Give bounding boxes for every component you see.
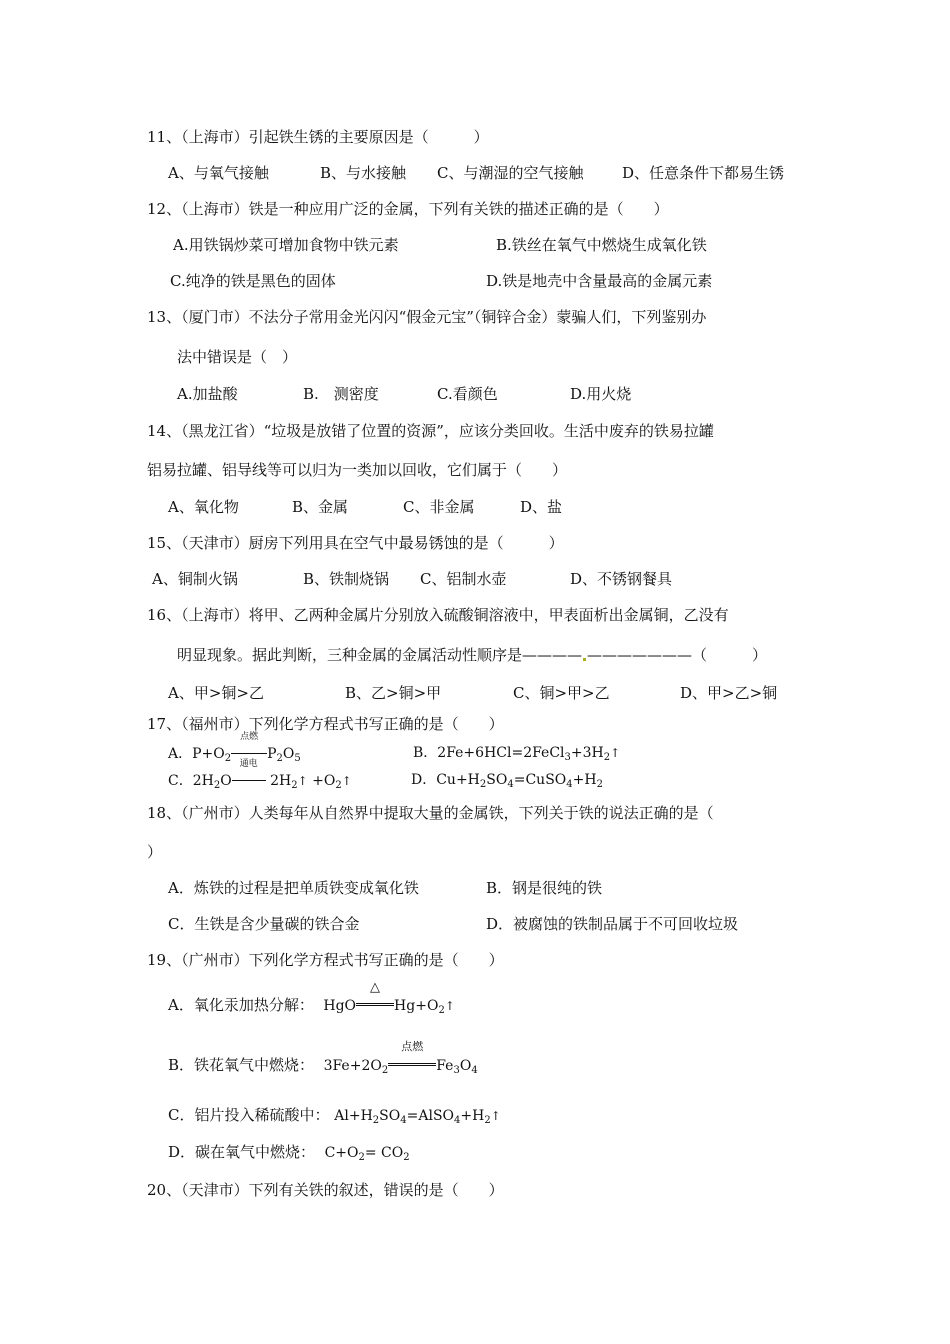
- q18-option-c: C．生铁是含少量碳的铁合金: [168, 915, 360, 933]
- q13-stem: 13、（厦门市）不法分子常用金光闪闪“假金元宝”（铜锌合金）蒙骗人们，下列鉴别办: [147, 308, 707, 326]
- q15-stem: 15、（天津市）厨房下列用具在空气中最易锈蚀的是（ ）: [147, 534, 564, 552]
- q17-option-d: D．$Cu+H_2SO_4=CuSO_4+H_2$: [411, 772, 603, 790]
- q12-option-c: C.纯净的铁是黑色的固体: [170, 272, 336, 290]
- reaction-condition: 通电: [232, 770, 266, 791]
- q15-option-d: D、不锈钢餐具: [570, 570, 673, 588]
- q19-option-b: B．铁花氧气中燃烧： $3Fe+2O_2$ 点燃 $Fe_3O_4$: [168, 1040, 478, 1076]
- q18-stem-cont: ）: [147, 843, 163, 861]
- q17-option-b: B．$2Fe+6HCl=2FeCl_3+3H_2↑$: [413, 745, 621, 763]
- q14-stem-cont: 铝易拉罐、铝导线等可以归为一类加以回收，它们属于（ ）: [147, 461, 568, 479]
- q14-option-b: B、金属: [292, 498, 349, 516]
- q16-option-b: B、乙>铜>甲: [345, 684, 442, 702]
- q13-option-d: D.用火烧: [570, 385, 632, 403]
- q16-option-c: C、铜>甲>乙: [513, 684, 610, 702]
- q19-option-a: A．氧化汞加热分解： HgO △ $Hg+O_2↑$: [168, 980, 455, 1016]
- q18-stem: 18、（广州市）人类每年从自然界中提取大量的金属铁，下列关于铁的说法正确的是（: [147, 804, 714, 822]
- q12-option-d: D.铁是地壳中含量最高的金属元素: [486, 272, 713, 290]
- q11-option-d: D、任意条件下都易生锈: [622, 164, 785, 182]
- q14-stem: 14、（黑龙江省）“垃圾是放错了位置的资源”，应该分类回收。生活中废弃的铁易拉罐: [147, 422, 714, 440]
- q11-option-a: A、与氧气接触: [168, 164, 269, 182]
- q14-option-c: C、非金属: [403, 498, 475, 516]
- q16-stem-cont-a: 明显现象。据此判断，三种金属的金属活动性顺序是————: [177, 646, 583, 664]
- q11-option-c: C、与潮湿的空气接触: [437, 164, 584, 182]
- q15-option-b: B、铁制烧锅: [303, 570, 390, 588]
- q19-option-d: D．碳在氧气中燃烧： $C+O_2= CO_2$: [168, 1143, 410, 1163]
- q19-option-c: C．铝片投入稀硫酸中： $Al+H_2SO_4=AlSO_4+H_2↑$: [168, 1106, 501, 1126]
- reaction-condition: △: [356, 993, 394, 1015]
- q16-stem-cont: [177, 645, 767, 665]
- q11-stem: 11、（上海市）引起铁生锈的主要原因是（ ）: [147, 128, 489, 146]
- q16-option-d: D、甲>乙>铜: [680, 684, 778, 702]
- q15-option-a: A、铜制火锅: [152, 570, 238, 588]
- reaction-condition: 点燃: [231, 743, 267, 764]
- q16-stem-cont-b: ———————（ ）: [587, 646, 768, 664]
- q12-option-a: A.用铁锅炒菜可增加食物中铁元素: [173, 236, 399, 254]
- q17-stem: 17、（福州市）下列化学方程式书写正确的是（ ）: [147, 715, 504, 733]
- q13-stem-cont: 法中错误是（ ）: [177, 348, 298, 366]
- q12-option-b: B.铁丝在氧气中燃烧生成氧化铁: [496, 236, 707, 254]
- highlight-mark: [583, 658, 586, 661]
- q18-option-b: B．钢是很纯的铁: [486, 879, 603, 897]
- q13-option-a: A.加盐酸: [177, 385, 238, 403]
- q12-stem: 12、（上海市）铁是一种应用广泛的金属，下列有关铁的描述正确的是（ ）: [147, 200, 669, 218]
- q15-option-c: C、铝制水壶: [420, 570, 507, 588]
- q13-option-b: B. 测密度: [303, 385, 379, 403]
- q16-option-a: A、甲>铜>乙: [168, 684, 264, 702]
- q18-option-d: D．被腐蚀的铁制品属于不可回收垃圾: [486, 915, 739, 933]
- q14-option-a: A、氧化物: [168, 498, 239, 516]
- q11-option-b: B、与水接触: [320, 164, 407, 182]
- gas-arrow: ↑: [444, 999, 455, 1013]
- q20-stem: 20、（天津市）下列有关铁的叙述，错误的是（ ）: [147, 1181, 504, 1199]
- q16-stem: 16、（上海市）将甲、乙两种金属片分别放入硫酸铜溶液中，甲表面析出金属铜，乙没有: [147, 606, 729, 624]
- q13-option-c: C.看颜色: [437, 385, 498, 403]
- q17-option-c: C．$2H_2O$ 通电 $2H_2↑$ $+O_2↑$: [168, 759, 352, 791]
- q14-option-d: D、盐: [520, 498, 563, 516]
- q17-option-a: A．$P+O_2$ 点燃 $P_2O_5$: [168, 732, 301, 764]
- reaction-condition: 点燃: [388, 1053, 436, 1075]
- q19-stem: 19、（广州市）下列化学方程式书写正确的是（ ）: [147, 951, 504, 969]
- gas-arrow: ↑: [610, 746, 621, 760]
- q18-option-a: A．炼铁的过程是把单质铁变成氧化铁: [168, 879, 419, 897]
